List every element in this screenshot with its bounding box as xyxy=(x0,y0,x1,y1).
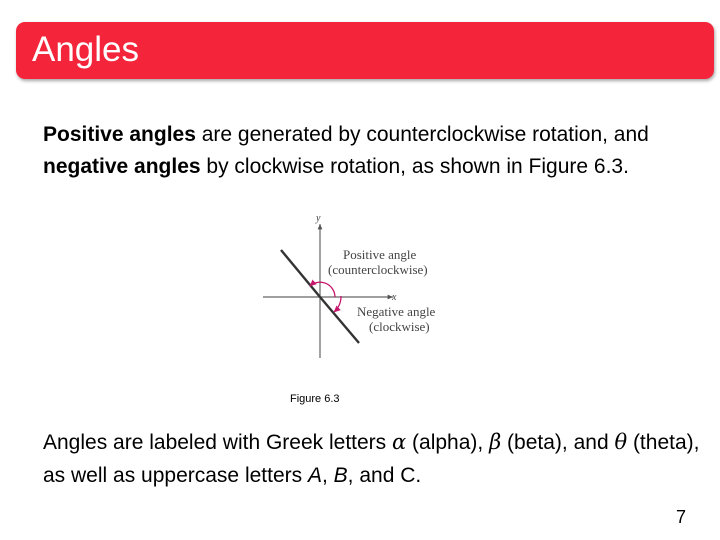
clockwise-arc xyxy=(334,296,341,312)
term-negative-angles: negative angles xyxy=(43,155,201,178)
greek-alpha: α xyxy=(392,430,407,454)
negative-angle-sublabel: (clockwise) xyxy=(369,319,430,334)
greek-beta: β xyxy=(489,430,502,454)
x-axis-label: x xyxy=(392,292,397,303)
term-positive-angles: Positive angles xyxy=(43,123,196,146)
paragraph-text: . xyxy=(415,464,422,487)
paragraph-text: by clockwise rotation, as shown in Figure 6.3. xyxy=(200,155,629,178)
page-number: 7 xyxy=(676,507,687,527)
positive-angle-label: Positive angle xyxy=(343,247,417,262)
negative-angle-label: Negative angle xyxy=(357,304,436,319)
greek-theta: θ xyxy=(614,430,628,454)
letter-c: C xyxy=(400,464,416,487)
paragraph-angle-labels xyxy=(43,426,703,492)
slide-title: Angles xyxy=(32,30,140,69)
positive-terminal-side xyxy=(281,250,320,297)
figure-caption: Figure 6.3 xyxy=(290,393,340,405)
paragraph-text: Angles are labeled with Greek letters xyxy=(43,431,393,454)
paragraph-text: , and xyxy=(347,464,401,487)
paragraph-text: , xyxy=(321,464,334,487)
y-axis-label: y xyxy=(316,213,321,224)
paragraph-text: (alpha), xyxy=(406,431,490,454)
title-bar xyxy=(16,22,714,79)
positive-angle-sublabel: (counterclockwise) xyxy=(328,262,428,277)
paragraph-text: are generated by counterclockwise rotation, and xyxy=(195,123,649,146)
letter-a: A xyxy=(307,464,322,487)
letter-b: B xyxy=(333,464,348,487)
paragraph-text: (theta), as well as uppercase letters xyxy=(43,431,700,487)
figure-angle-diagram xyxy=(255,208,470,368)
paragraph-text: (beta), and xyxy=(501,431,615,454)
paragraph-positive-negative xyxy=(43,119,683,183)
